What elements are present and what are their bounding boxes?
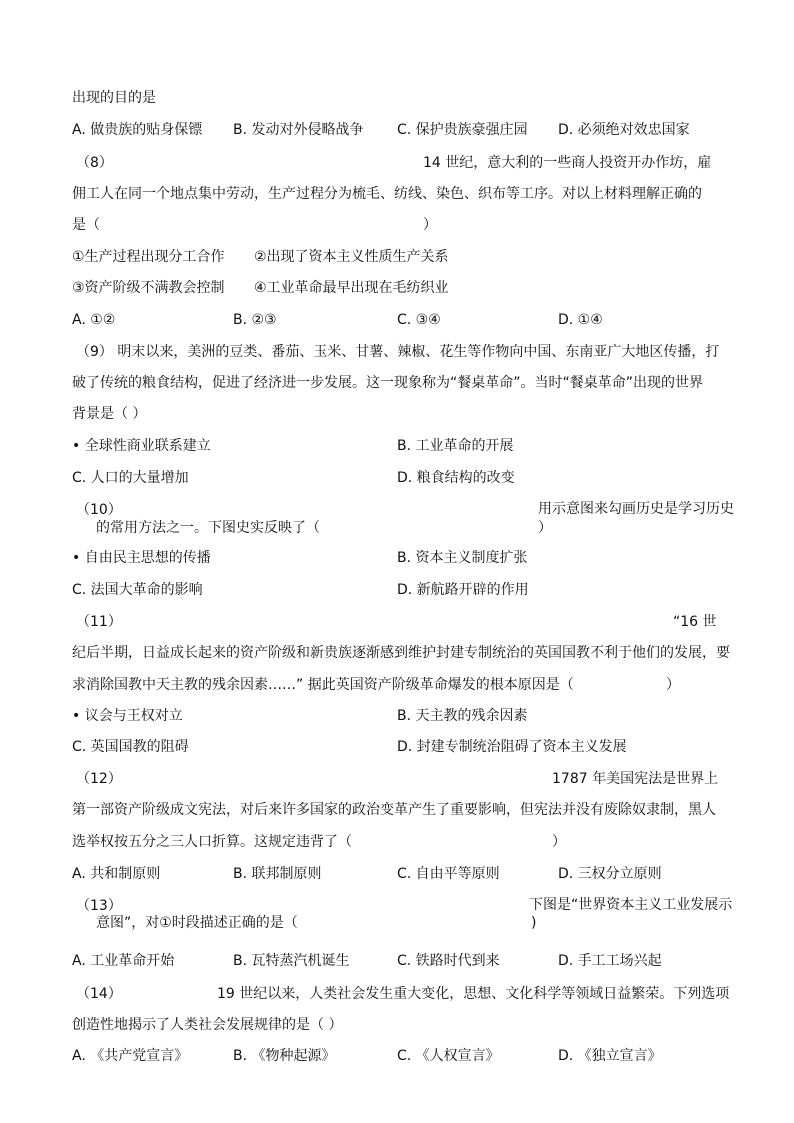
q14-number: （14） xyxy=(76,986,122,1002)
q8-option-c[interactable]: C. ③④ xyxy=(397,312,441,328)
q8-option-b[interactable]: B. ②③ xyxy=(233,312,277,328)
q12-stem-line3-end: ） xyxy=(552,834,566,850)
q13-option-b[interactable]: B. 瓦特蒸汽机诞生 xyxy=(233,953,350,969)
q13-option-a[interactable]: A. 工业革命开始 xyxy=(72,953,175,969)
q12-option-a[interactable]: A. 共和制原则 xyxy=(72,866,161,882)
q14-stem-line2: 创造性地揭示了人类社会发展规律的是（ ） xyxy=(72,1017,343,1033)
q12-stem-line2: 第一部资产阶级成文宪法，对后来许多国家的政治变革产生了重要影响，但宪法并没有废除奴隶制，黑人 xyxy=(72,802,716,818)
q12-option-c[interactable]: C. 自由平等原则 xyxy=(397,866,500,882)
q13-stem-line1: 下图是“世界资本主义工业发展示 xyxy=(529,897,733,913)
q11-option-c[interactable]: C. 英国国教的阻碍 xyxy=(72,739,189,755)
q13-stem-line2: 意图”，对①时段描述正确的是（ xyxy=(96,915,298,931)
q7-stem-tail: 出现的目的是 xyxy=(72,90,156,106)
q12-stem-line3-start: 选举权按五分之三人口折算。这规定违背了（ xyxy=(72,834,352,850)
q11-stem-line2: 纪后半期，日益成长起来的资产阶级和新贵族逐渐感到维护封建专制统治的英国国教不利于他们的发展，要 xyxy=(72,645,730,661)
q10-option-d[interactable]: D. 新航路开辟的作用 xyxy=(397,582,529,598)
q8-stem-line2: 佣工人在同一个地点集中劳动，生产过程分为梳毛、纺线、染色、织布等工序。对以上材料理解正确的 xyxy=(72,186,702,202)
q8-stem-line3-start: 是（ xyxy=(72,217,100,233)
q11-stem-line1: “16 世 xyxy=(673,614,717,630)
q9-option-d[interactable]: D. 粮食结构的改变 xyxy=(397,470,515,486)
q8-statement-3: ③资产阶级不满教会控制 xyxy=(72,280,225,296)
q13-stem-line2-end: ) xyxy=(531,915,537,931)
q8-stem-line1: 14 世纪，意大利的一些商人投资开办作坊，雇 xyxy=(423,155,712,171)
q14-stem-line1: 19 世纪以来，人类社会发生重大变化，思想、文化科学等领域日益繁荣。下列选项 xyxy=(217,986,730,1002)
q10-number: （10） xyxy=(76,502,122,518)
q11-number: （11） xyxy=(76,614,122,630)
q9-option-a[interactable]: • 全球性商业联系建立 xyxy=(72,438,211,454)
q10-stem-line2-end: ） xyxy=(538,520,552,536)
q14-option-a[interactable]: A. 《共产党宣言》 xyxy=(72,1048,189,1064)
q11-option-a[interactable]: • 议会与王权对立 xyxy=(72,708,183,724)
q9-option-b[interactable]: B. 工业革命的开展 xyxy=(397,438,514,454)
q12-number: （12） xyxy=(76,771,122,787)
q11-option-d[interactable]: D. 封建专制统治阻碍了资本主义发展 xyxy=(397,739,627,755)
q10-stem-line2: 的常用方法之一。下图史实反映了（ xyxy=(96,520,320,536)
q13-option-c[interactable]: C. 铁路时代到来 xyxy=(397,953,500,969)
q8-option-d[interactable]: D. ①④ xyxy=(558,312,603,328)
q8-statement-4: ④工业革命最早出现在毛纺织业 xyxy=(254,280,449,296)
q11-stem-line3-start: 求消除国教中天主教的残余因素……” 据此英国资产阶级革命爆发的根本原因是（ xyxy=(72,677,574,693)
q10-option-b[interactable]: B. 资本主义制度扩张 xyxy=(397,550,528,566)
q8-statement-2: ②出现了资本主义性质生产关系 xyxy=(254,249,449,265)
q11-stem-line3-end: ） xyxy=(666,677,680,693)
q9-stem-line2: 破了传统的粮食结构，促进了经济进一步发展。这一现象称为“餐桌革命”。当时“餐桌革命”出现的世界 xyxy=(72,375,704,391)
q8-statement-1: ①生产过程出现分工合作 xyxy=(72,249,225,265)
q11-option-b[interactable]: B. 天主教的残余因素 xyxy=(397,708,528,724)
q7-option-c[interactable]: C. 保护贵族豪强庄园 xyxy=(397,122,528,138)
q14-option-c[interactable]: C. 《人权宣言》 xyxy=(397,1048,500,1064)
q10-option-a[interactable]: • 自由民主思想的传播 xyxy=(72,550,211,566)
q12-option-b[interactable]: B. 联邦制原则 xyxy=(233,866,322,882)
q12-stem-line1: 1787 年美国宪法是世界上 xyxy=(552,771,719,787)
q7-option-d[interactable]: D. 必须绝对效忠国家 xyxy=(558,122,690,138)
q10-stem-line1: 用示意图来勾画历史是学习历史 xyxy=(538,501,734,517)
q14-option-d[interactable]: D. 《独立宣言》 xyxy=(558,1048,662,1064)
q7-option-b[interactable]: B. 发动对外侵略战争 xyxy=(233,122,364,138)
q8-stem-line3-end: ） xyxy=(423,217,437,233)
q13-option-d[interactable]: D. 手工工场兴起 xyxy=(558,953,662,969)
q8-option-a[interactable]: A. ①② xyxy=(72,312,116,328)
q7-option-a[interactable]: A. 做贵族的贴身保镖 xyxy=(72,122,203,138)
q10-option-c[interactable]: C. 法国大革命的影响 xyxy=(72,582,203,598)
q9-stem-line1: （9） 明末以来，美洲的豆类、番茄、玉米、甘薯、辣椒、花生等作物向中国、东南亚广大地区传播，打 xyxy=(76,344,720,360)
q8-number: （8） xyxy=(76,155,113,171)
q9-option-c[interactable]: C. 人口的大量增加 xyxy=(72,470,189,486)
q14-option-b[interactable]: B. 《物种起源》 xyxy=(233,1048,336,1064)
q12-option-d[interactable]: D. 三权分立原则 xyxy=(558,866,662,882)
q9-stem-line3: 背景是（ ） xyxy=(72,406,147,422)
q13-number: （13） xyxy=(76,898,122,914)
